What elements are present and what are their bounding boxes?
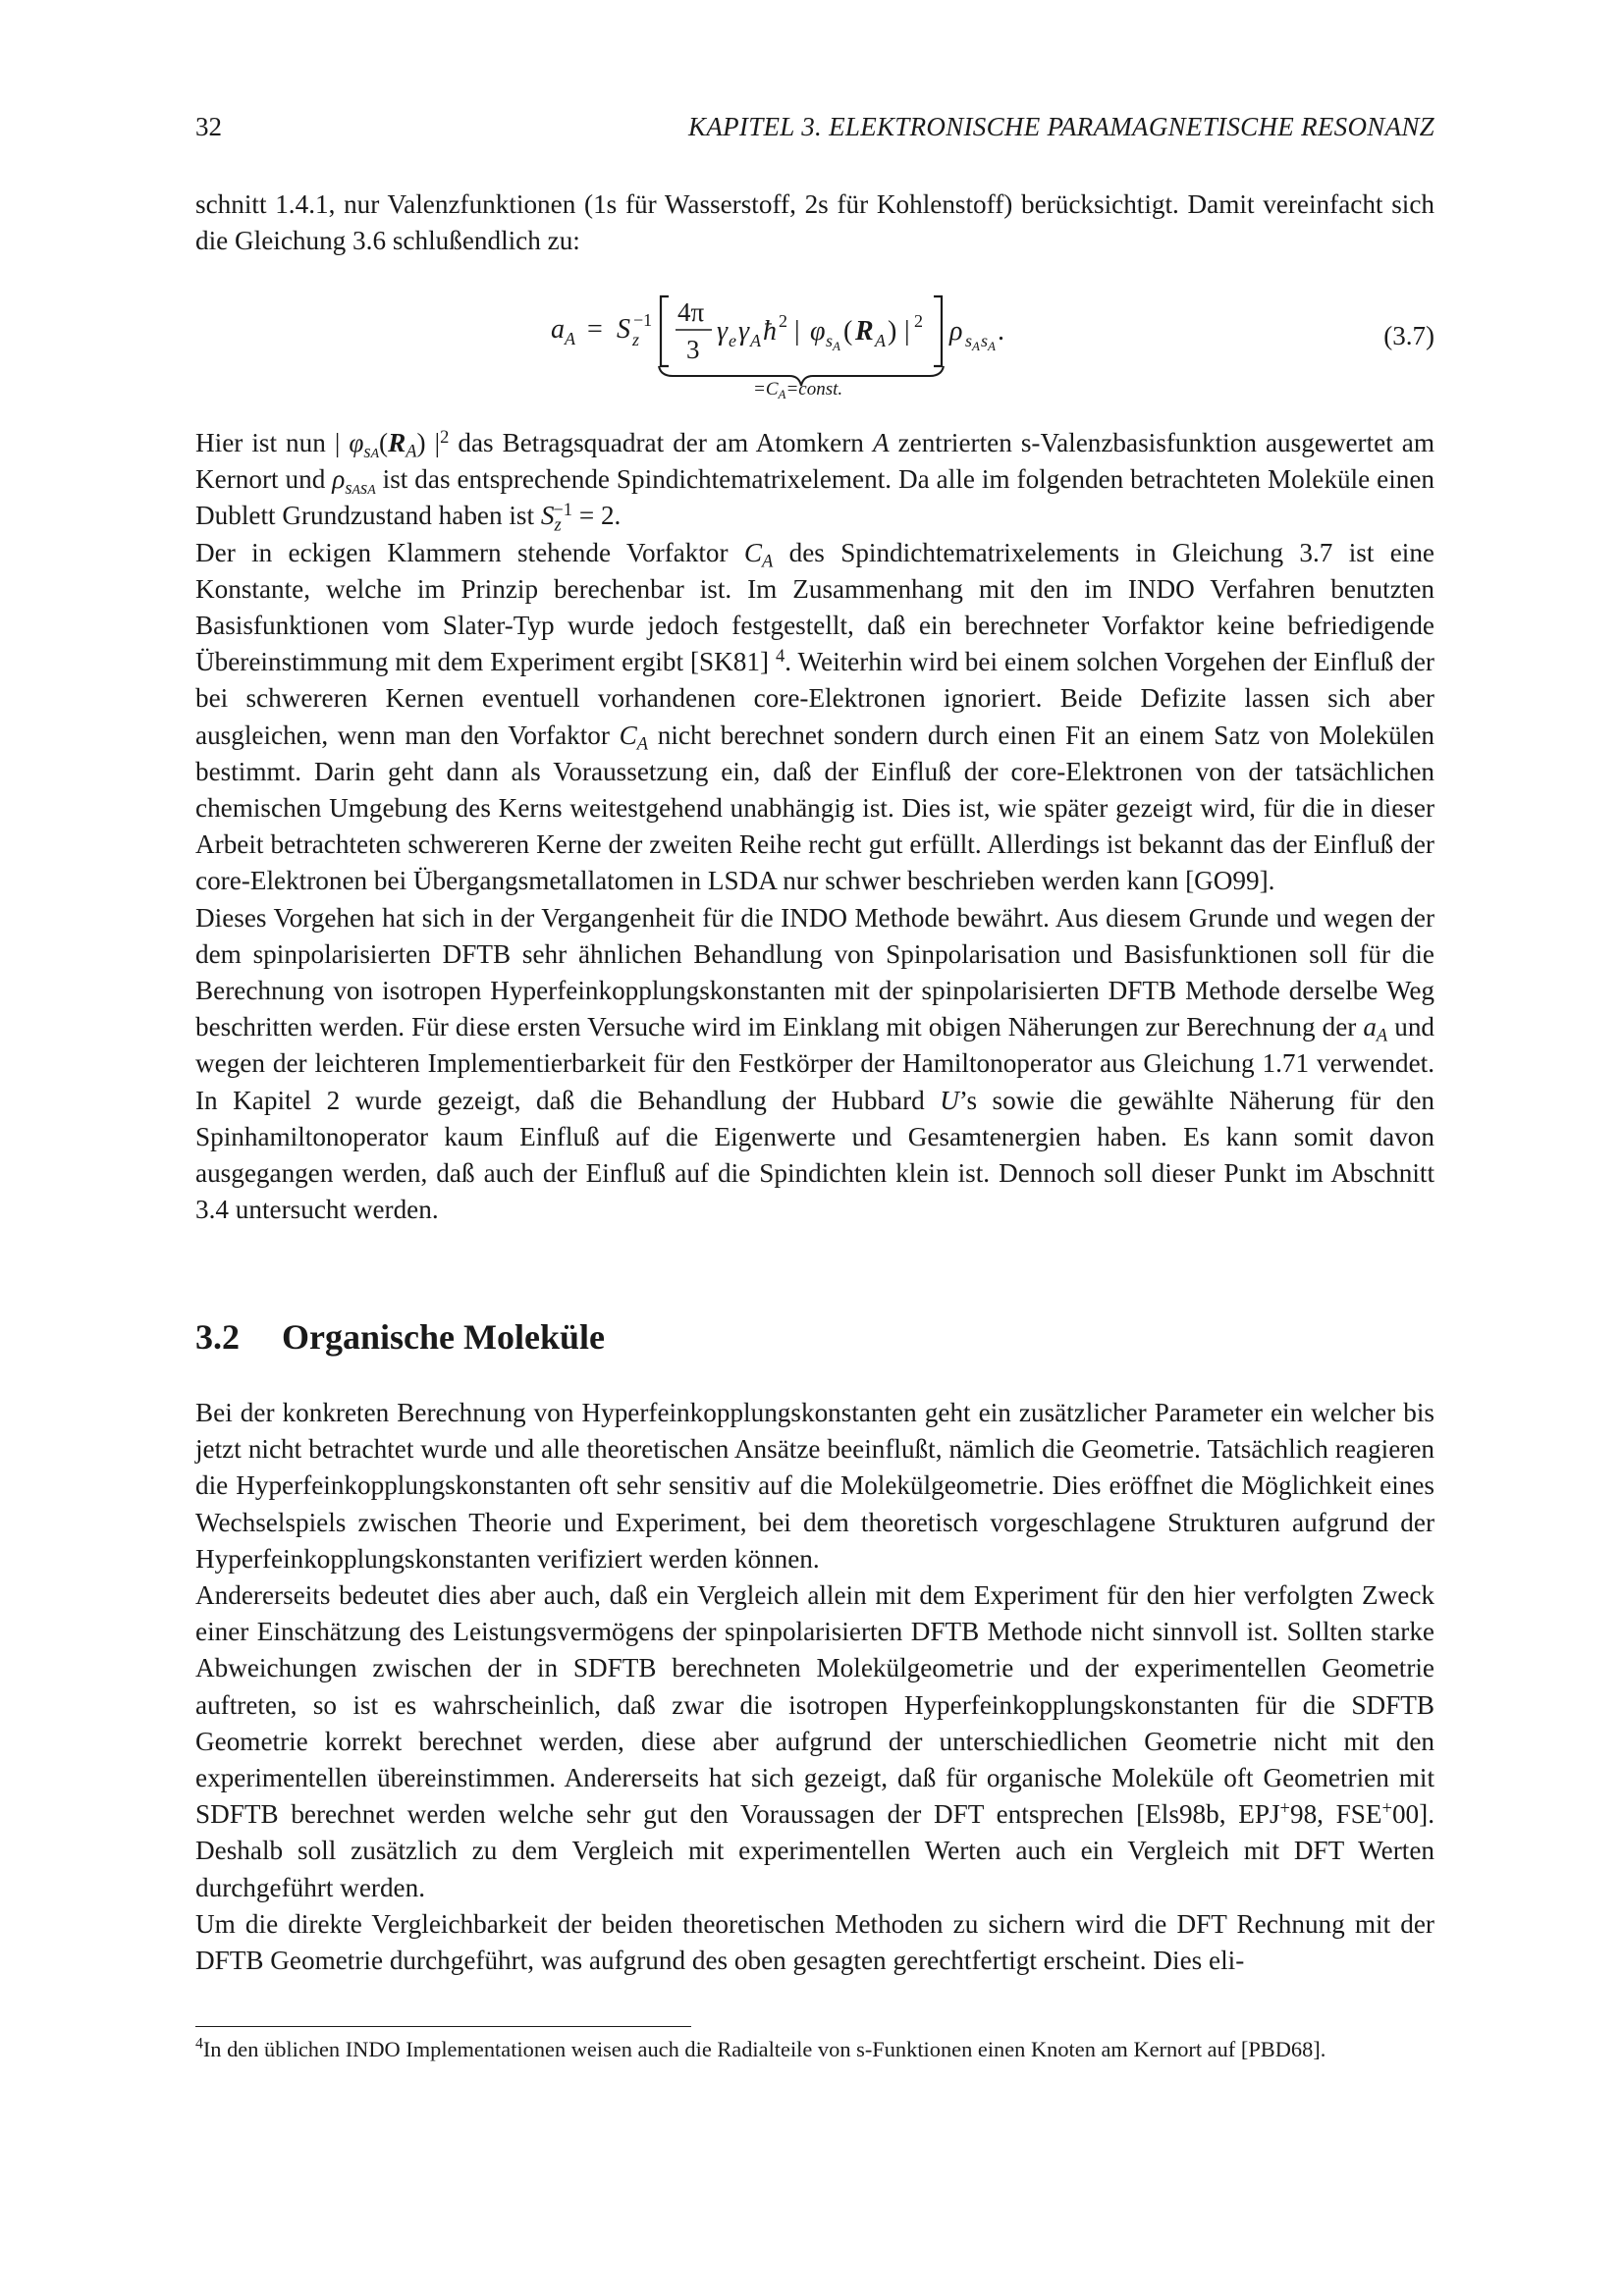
paragraph-3: Dieses Vorgehen hat sich in der Vergangenheit für die INDO Methode bewährt. Aus diesem Grunde und wegen der dem spinpolarisierten DFTB sehr ähnlichen Behandlung von Spinpolarisation und Basisfunktionen soll für die Berechnung von isotropen Hyperfeinkopplungskonstanten mit der spinpolarisierten DFTB Methode derselbe Weg beschritten werden. Für diese ersten Versuche wird im Einklang mit obigen Näherungen zur Berechnung der $a_A$ und wegen der leichteren Implementierbarkeit für den Festkörper der Hamiltonoperator aus Gleichung 1.71 verwendet. In Kapitel 2 wurde gezeigt, daß die Behandlung der Hubbard U’s sowie die gewählte Näherung für den Spinhamiltonoperator kaum Einfluß auf die Eigenwerte und Gesamtenergien haben. Es kann somit davon ausgegangen werden, daß auch der Einfluß auf die Spindichten klein ist. Dennoch soll dieser Punkt im Abschnitt 3.4 untersucht werden. <box>195 902 1434 1225</box>
svg-text:γ: γ <box>717 316 729 347</box>
underbrace-label: $=C_A=const$. <box>753 379 843 401</box>
svg-text:=: = <box>587 314 603 345</box>
paragraph-1: Hier ist nun | $\varphi_{sA}(R_A)$ $|^2$ das Betragsquadrat der am Atomkern A zentrierten s-Valenzbasisfunktion ausgewertet am Kernort und $\rho_{sAsA}$ ist das entsprechende Spindichtematrixelement. Da alle im folgenden betrachteten Moleküle einen Dublett Grundzustand haben ist $S_z^{-1} = 2$. <box>195 426 1435 535</box>
page-number: 32 <box>195 112 222 141</box>
svg-text:3: 3 <box>686 335 700 364</box>
svg-text:e: e <box>729 331 736 350</box>
svg-text:S: S <box>617 314 630 345</box>
svg-text:φ: φ <box>810 316 826 347</box>
svg-text:A: A <box>875 331 886 350</box>
svg-text:A: A <box>972 339 980 353</box>
section-text-block <box>195 1395 1434 1979</box>
svg-text:|: | <box>794 316 800 347</box>
svg-text:z: z <box>632 330 640 349</box>
section-heading <box>195 1315 605 1359</box>
section-number: 3.2 <box>195 1317 240 1357</box>
intro-text: schnitt 1.4.1, nur Valenzfunktionen (1s für Wasserstoff, 2s für Kohlenstoff) berücksichtigt. Damit vereinfacht sich die Gleichung 3.6 schlußendlich zu: <box>195 189 1434 256</box>
svg-text:A: A <box>750 331 761 350</box>
svg-text:(: ( <box>843 316 853 347</box>
svg-text:s: s <box>981 331 989 350</box>
svg-text:γ: γ <box>738 316 750 347</box>
svg-text:): ) <box>888 316 897 347</box>
svg-text:ħ: ħ <box>763 316 777 347</box>
svg-text:|: | <box>904 316 910 347</box>
svg-text:2: 2 <box>914 311 923 331</box>
svg-text:A: A <box>988 339 996 353</box>
svg-text:.: . <box>998 316 1004 347</box>
section-title: Organische Moleküle <box>282 1317 605 1357</box>
svg-text:s: s <box>826 331 834 350</box>
svg-text:A: A <box>833 339 840 353</box>
equation-formula <box>195 290 1275 407</box>
paragraph-4: Bei der konkreten Berechnung von Hyperfeinkopplungskonstanten geht ein zusätzlicher Parameter ein welcher bis jetzt nicht betrachtet wurde und alle theoretischen Ansätze beeinflußt, nämlich die Geometrie. Tatsächlich reagieren die Hyperfeinkopplungskonstanten oft sehr sensitiv auf die Molekülgeometrie. Dies eröffnet die Möglichkeit eines Wechselspiels zwischen Theorie und Experiment, bei dem theoretisch vorgeschlagene Strukturen aufgrund der Hyperfeinkopplungskonstanten verifiziert werden können. <box>195 1398 1434 1574</box>
main-text-block <box>195 425 1434 1228</box>
svg-text:2: 2 <box>779 311 787 331</box>
footnote-reference: 4 <box>776 645 785 666</box>
paragraph-6: Um die direkte Vergleichbarkeit der beiden theoretischen Methoden zu sichern wird die DFT Rechnung mit der DFTB Geometrie durchgeführt, was aufgrund des oben gesagten gerechtfertigt erscheint. Dies eli- <box>195 1908 1434 1976</box>
intro-paragraph <box>195 187 1434 259</box>
svg-text:s: s <box>965 331 973 350</box>
svg-text:R: R <box>855 316 874 347</box>
footnote-text: In den üblichen INDO Implementationen weisen auch die Radialteile von s-Funktionen einen Knoten am Kernort auf [PBD68]. <box>202 2037 1326 2061</box>
footnote-separator <box>195 2026 691 2027</box>
svg-text:A: A <box>565 329 575 348</box>
paragraph-2: Der in eckigen Klammern stehende Vorfaktor $C_A$ des Spindichtematrixelements in Gleichung 3.7 ist eine Konstante, welche im Prinzip berechenbar ist. Im Zusammenhang mit den im INDO Verfahren benutzten Basisfunktionen vom Slater-Typ wurde jedoch festgestellt, daß ein berechneter Vorfaktor keine befriedigende Übereinstimmung mit dem Experiment ergibt [SK81] $^4$. Weiterhin wird bei einem solchen Vorgehen der Einfluß der bei schwereren Kernen eventuell vorhandenen core-Elektronen ignoriert. Beide Defizite lassen sich aber ausgleichen, wenn man den Vorfaktor $C_A$ nicht berechnet sondern durch einen Fit an einem Satz von Molekülen bestimmt. Darin geht dann als Voraussetzung ein, daß der Einfluß der core-Elektronen von der tatsächlichen chemischen Umgebung des Kerns weitestgehend unabhängig ist. Dies ist, wie später gezeigt wird, für die in dieser Arbeit betrachteten schwereren Kerne der zweiten Reihe recht gut erfüllt. Allerdings ist bekannt das der Einfluß der core-Elektronen bei Übergangsmetallatomen in LSDA nur schwer beschrieben werden kann [GO99]. <box>195 537 1435 896</box>
paragraph-5: Andererseits bedeutet dies aber auch, daß ein Vergleich allein mit dem Experiment für den hier verfolgten Zweck einer Einschätzung des Leistungsvermögens der spinpolarisierten DFTB Methode nicht sinnvoll ist. Sollten starke Abweichungen zwischen der in SDFTB berechneten Molekülgeometrie und der experimentellen Geometrie auftreten, so ist es wahrscheinlich, daß zwar die isotropen Hyperfeinkopplungskonstanten für die SDFTB Geometrie korrekt berechnet werden, diese aber aufgrund der unterschiedlichen Geometrie nicht mit den experimentellen übereinstimmen. Andererseits hat sich gezeigt, daß für organische Moleküle oft Geometrien mit SDFTB berechnet werden welche sehr gut den Voraussagen der DFT entsprechen [Els98b, EPJ+98, FSE+00]. Deshalb soll zusätzlich zu dem Vergleich mit experimentellen Werten auch ein Vergleich mit DFT Werten durchgeführt werden. <box>195 1580 1434 1902</box>
running-title: KAPITEL 3. ELEKTRONISCHE PARAMAGNETISCHE RESONANZ <box>688 112 1434 141</box>
footnote <box>195 2035 1434 2064</box>
equation-number: (3.7) <box>1383 321 1434 350</box>
svg-text:4π: 4π <box>677 297 705 327</box>
svg-text:−1: −1 <box>633 310 653 330</box>
svg-text:ρ: ρ <box>949 316 963 347</box>
svg-text:a: a <box>551 314 565 345</box>
footnote-mark: 4 <box>195 2035 203 2053</box>
equation-3-7 <box>195 290 1434 407</box>
